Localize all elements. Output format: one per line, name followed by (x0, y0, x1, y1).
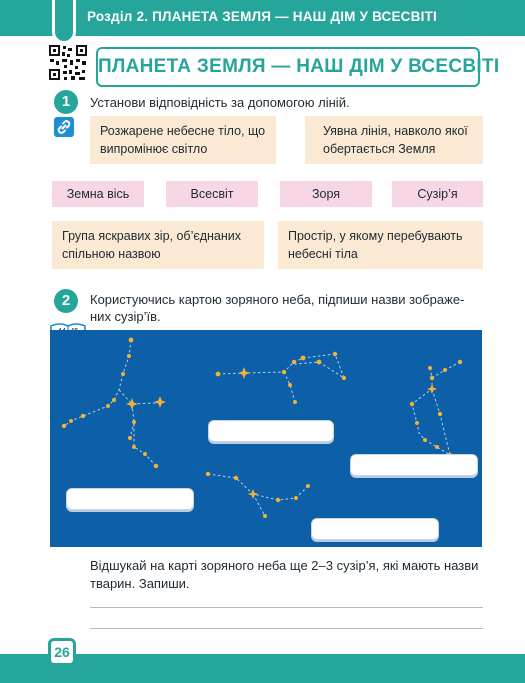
star-map (50, 330, 482, 547)
definition-card: Група яскравих зір, об’єднаних спільною назвою (52, 221, 264, 269)
link-icon[interactable] (54, 117, 74, 137)
task2-followup-line1: Відшукай на карті зоряного неба ще 2–3 сузір’я, які мають назви (90, 558, 479, 573)
task2-instruction-line2: них сузір’їв. (90, 309, 161, 324)
term-card: Зоря (280, 181, 372, 207)
page-number: 26 (48, 638, 76, 666)
lesson-title: ПЛАНЕТА ЗЕМЛЯ — НАШ ДІМ У ВСЕСВІТІ (98, 56, 500, 77)
term-card: Всесвіт (166, 181, 258, 207)
footer-bar (0, 654, 525, 683)
task2-followup-line2: тварин. Запиши. (90, 576, 190, 591)
constellation-answer-field[interactable] (66, 488, 194, 510)
lesson-title-box (96, 47, 500, 87)
constellation-answer-field[interactable] (350, 454, 478, 476)
term-card: Земна вісь (52, 181, 144, 207)
definition-card: Простір, у якому перебувають небесні тіла (278, 221, 483, 269)
constellation-answer-field[interactable] (311, 518, 439, 540)
qr-code-icon (48, 44, 88, 81)
answer-writing-line[interactable] (90, 628, 483, 629)
answer-writing-line[interactable] (90, 607, 483, 608)
definition-card: Уявна лінія, навколо якої обертається Земля (305, 116, 483, 164)
section-tab-marker (52, 0, 76, 44)
section-title: Розділ 2. ПЛАНЕТА ЗЕМЛЯ — НАШ ДІМ У ВСЕСВІТІ (87, 9, 437, 24)
task-number-badge: 1 (54, 90, 78, 114)
task-number-badge: 2 (54, 289, 78, 313)
constellation-answer-field[interactable] (208, 420, 334, 442)
definition-card: Розжарене небесне тіло, що випромінює світло (90, 116, 276, 164)
term-card: Сузір’я (392, 181, 483, 207)
task1-instruction: Установи відповідність за допомогою ліній. (90, 95, 350, 110)
task2-instruction-line1: Користуючись картою зоряного неба, підпиши назви зображе- (90, 292, 465, 307)
